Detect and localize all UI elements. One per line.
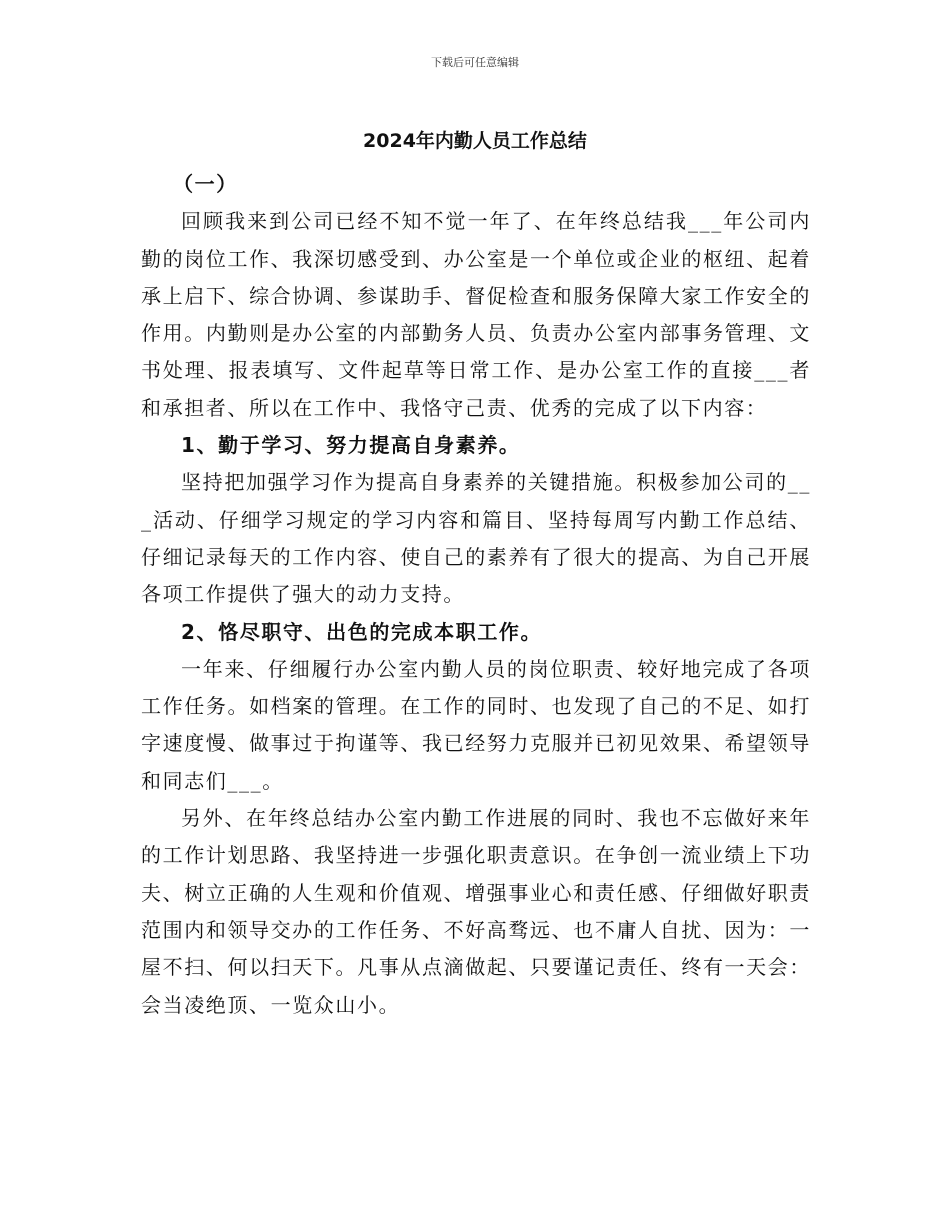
header-note: 下载后可任意编辑 [431, 56, 519, 69]
heading-duty: 2、恪尽职守、出色的完成本职工作。 [181, 619, 543, 644]
heading-study: 1、勤于学习、努力提高自身素养。 [181, 433, 521, 458]
paragraph-intro: 回顾我来到公司已经不知不觉一年了、在年终总结我___年公司内勤的岗位工作、我深切感受到、办公室是一个单位或企业的枢纽、起着承上启下、综合协调、参谋助手、督促检查和服务保障大家工作安全的作用。内勤则是办公室的内部勤务人员、负责办公室内部事务管理、文书处理、报表填写、文件起草等日常工作、是办公室工作的直接___者和承担者、所以在工作中、我恪守己责、优秀的完成了以下内容： [141, 209, 811, 420]
document-body [141, 166, 811, 1024]
paragraph-duty: 一年来、仔细履行办公室内勤人员的岗位职责、较好地完成了各项工作任务。如档案的管理。在工作的同时、也发现了自己的不足、如打字速度慢、做事过于拘谨等、我已经努力克服并已初见效果、希望领导和同志们___。 [141, 656, 811, 793]
section-label: （一） [173, 172, 238, 196]
paragraph-plan: 另外、在年终总结办公室内勤工作进展的同时、我也不忘做好来年的工作计划思路、我坚持进一步强化职责意识。在争创一流业绩上下功夫、树立正确的人生观和价值观、增强事业心和责任感、仔细做好职责范围内和领导交办的工作任务、不好高骛远、也不庸人自扰、因为：一屋不扫、何以扫天下。凡事从点滴做起、只要谨记责任、终有一天会：会当凌绝顶、一览众山小。 [141, 806, 811, 1017]
paragraph-study: 坚持把加强学习作为提高自身素养的关键措施。积极参加公司的___活动、仔细学习规定的学习内容和篇目、坚持每周写内勤工作总结、仔细记录每天的工作内容、使自己的素养有了很大的提高、为自己开展各项工作提供了强大的动力支持。 [141, 470, 811, 607]
document-title: 2024年内勤人员工作总结 [363, 130, 587, 152]
